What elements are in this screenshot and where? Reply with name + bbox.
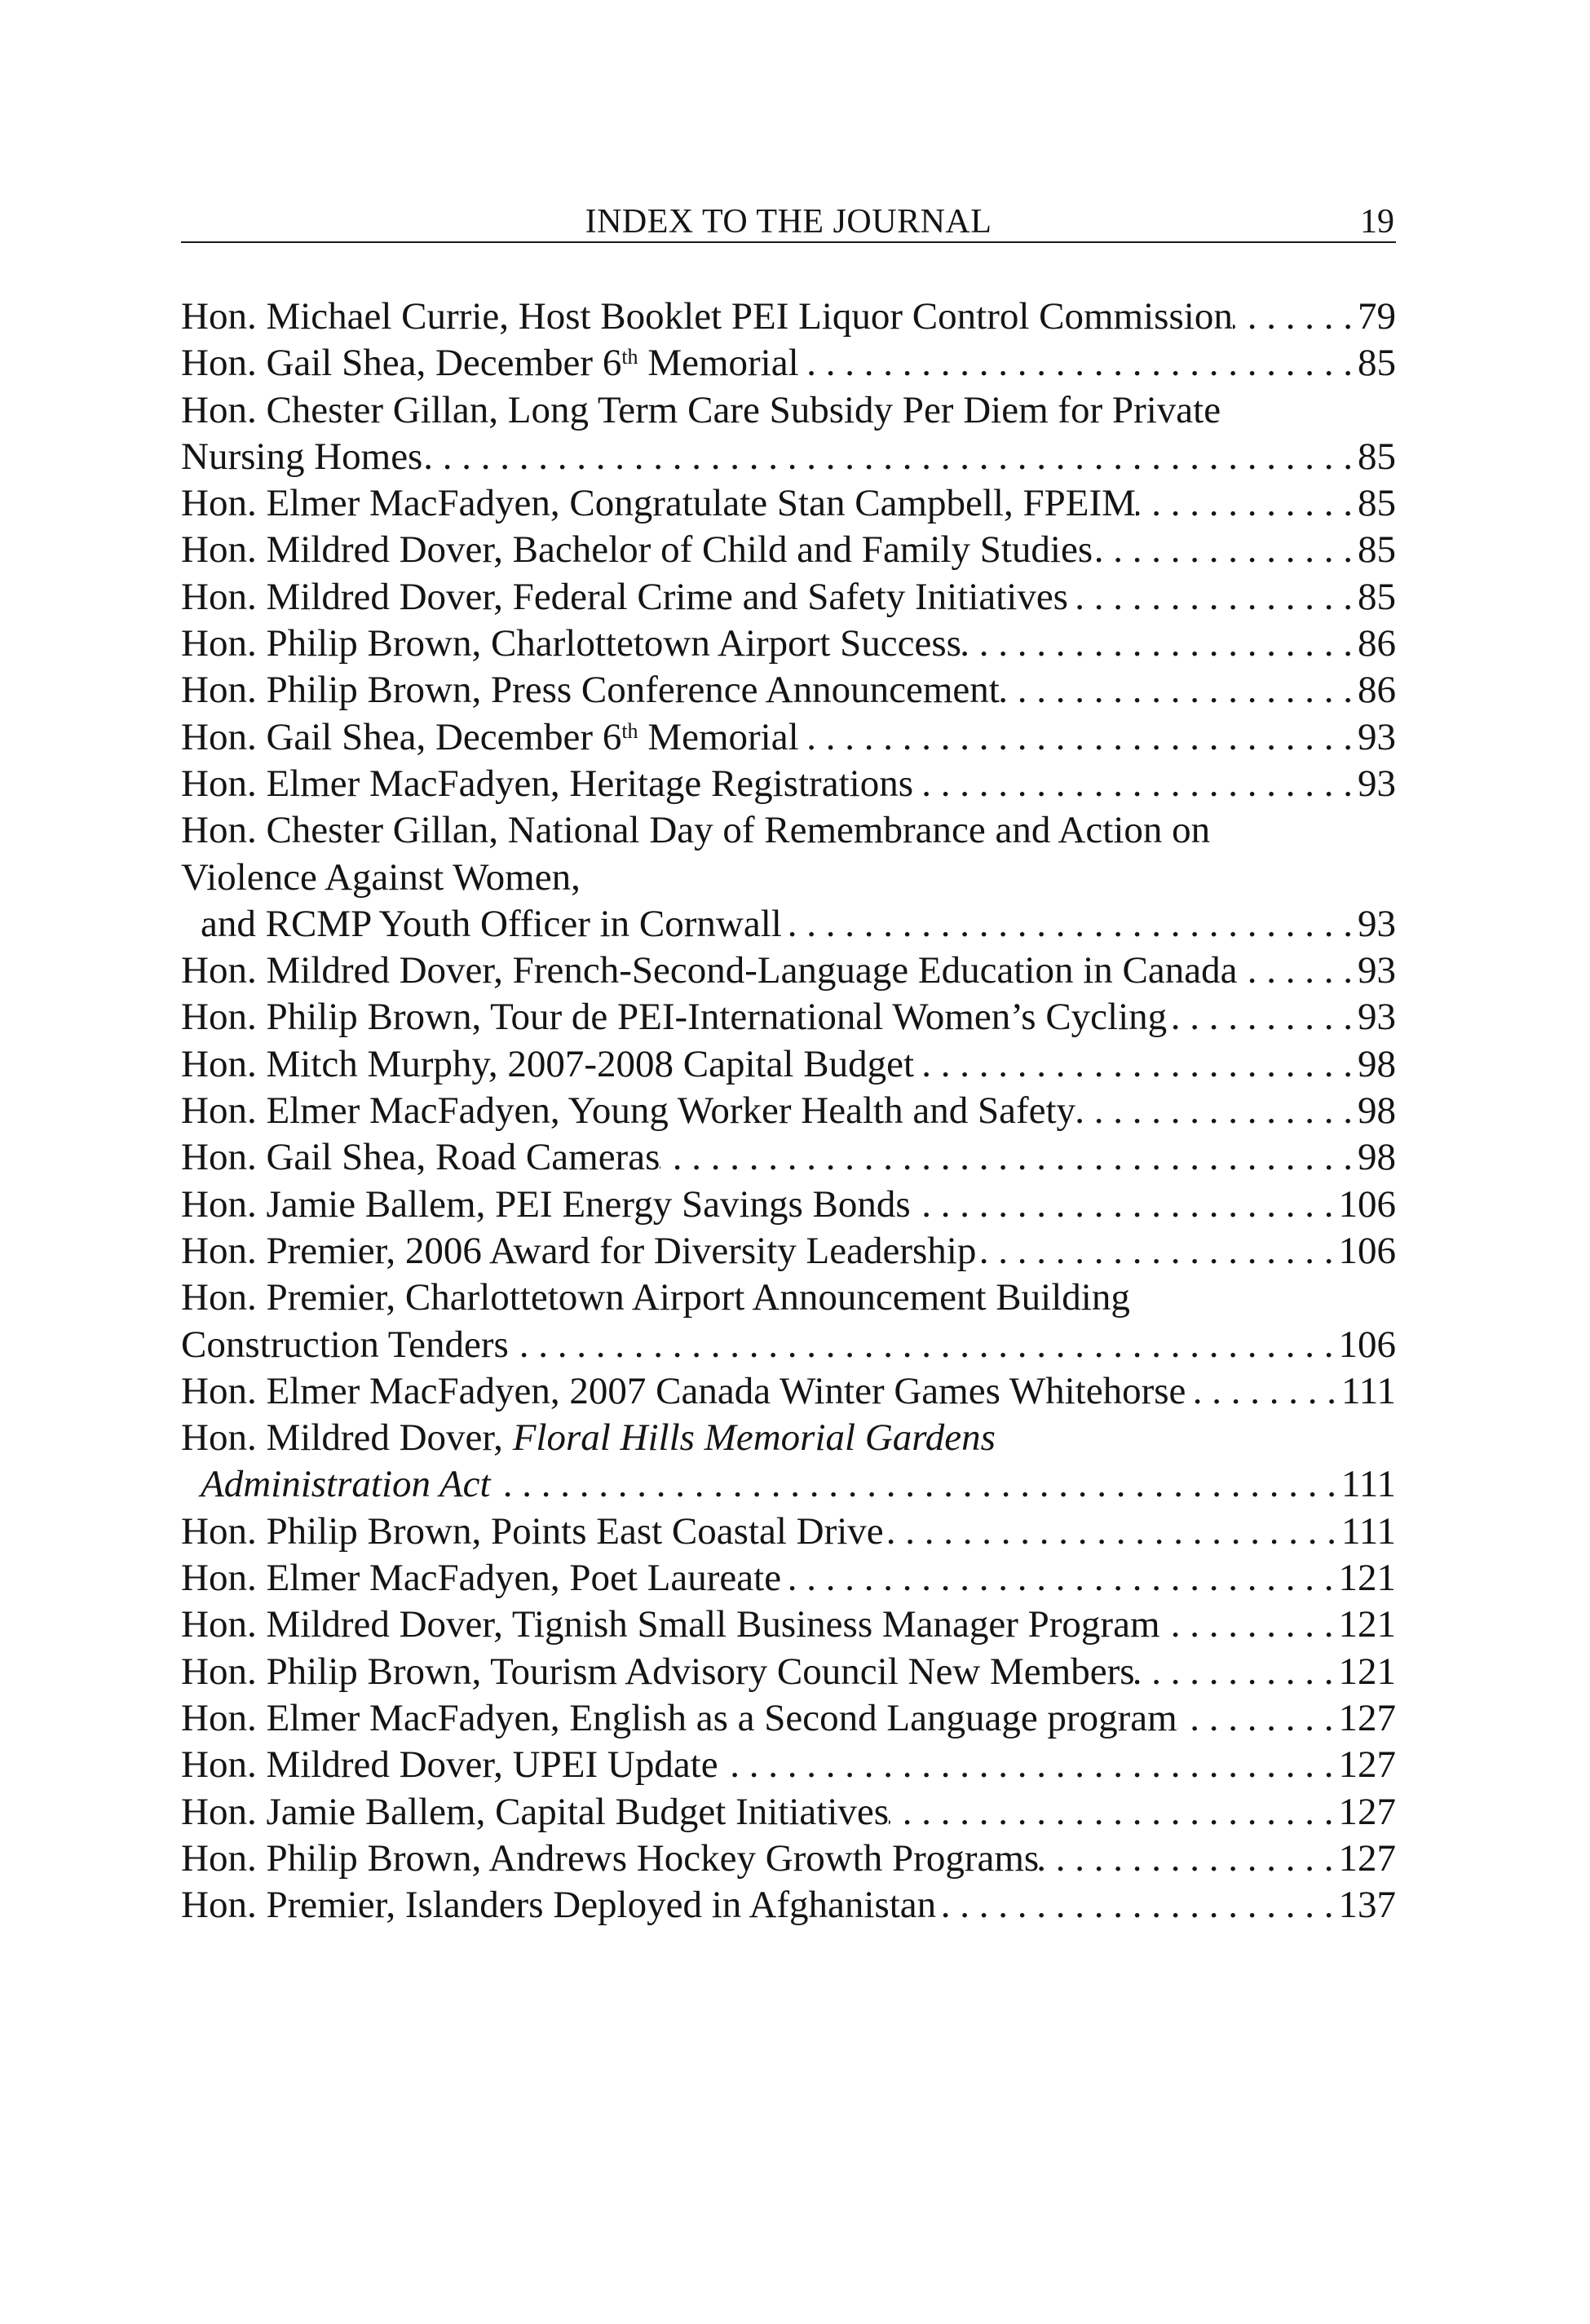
entry-page-number: 98: [1358, 1089, 1396, 1133]
index-entry: [181, 761, 1396, 807]
entry-title: Hon. Premier, Charlottetown Airport Announcement Building: [181, 1276, 1130, 1319]
entry-text: [181, 434, 422, 480]
entry-title: Hon. Mildred Dover, UPEI Update: [181, 1743, 718, 1787]
dot-leader: [1039, 1836, 1338, 1882]
index-entry: [181, 1415, 1396, 1461]
dot-leader: [1233, 294, 1358, 340]
entry-page-number: 111: [1340, 1509, 1396, 1553]
entry-page-number: 85: [1358, 528, 1396, 572]
index-entry: [181, 1322, 1396, 1368]
entry-text: [181, 1509, 884, 1555]
entry-title: Hon. Premier, Islanders Deployed in Afghanistan: [181, 1884, 937, 1927]
entry-title: Hon. Premier, 2006 Award for Diversity Leadership: [181, 1229, 977, 1272]
entry-page-number: 85: [1358, 575, 1396, 618]
entry-title-start: Hon. Gail Shea, December 6: [181, 715, 622, 758]
dot-leader: [913, 761, 1358, 807]
index-entry: [181, 1041, 1396, 1088]
index-entry: [181, 948, 1396, 994]
dot-leader: [1000, 667, 1358, 714]
entry-text: [181, 1041, 914, 1088]
entry-text: [181, 1182, 911, 1228]
dot-leader: [782, 901, 1358, 948]
entry-text: [181, 761, 913, 807]
entry-title: Hon. Elmer MacFadyen, Congratulate Stan Campbell, FPEIM: [181, 482, 1136, 525]
entry-page-number: 106: [1338, 1229, 1396, 1272]
dot-leader: [1186, 1368, 1341, 1415]
entry-title-end: Memorial: [638, 715, 799, 758]
index-entry: [181, 621, 1396, 667]
entry-text: [181, 1695, 1177, 1742]
entry-title: Construction Tenders: [181, 1323, 509, 1366]
entry-page-number: 93: [1358, 949, 1396, 992]
entry-page-number: 127: [1338, 1790, 1396, 1833]
entry-text: [181, 1322, 509, 1368]
index-entry: [181, 1649, 1396, 1695]
index-entry: [181, 434, 1396, 480]
dot-leader: [1167, 994, 1358, 1040]
entry-title: Hon. Elmer MacFadyen, English as a Second Language program: [181, 1696, 1177, 1739]
entry-page-number: 111: [1340, 1369, 1396, 1412]
index-entry: [181, 1461, 1396, 1508]
entry-text: [181, 527, 1093, 573]
entry-page-number: 127: [1338, 1696, 1396, 1739]
entry-page-number: 86: [1358, 669, 1396, 712]
entry-page-number: 93: [1358, 996, 1396, 1039]
index-entries-list: [181, 294, 1396, 1929]
entry-text: [181, 714, 799, 761]
dot-leader: [491, 1461, 1341, 1508]
entry-text: [181, 1416, 996, 1459]
page-number: 19: [1360, 203, 1394, 241]
entry-title-start: Hon. Gail Shea, December 6: [181, 342, 622, 385]
entry-text: [181, 667, 1000, 714]
entry-text: [181, 480, 1136, 527]
entry-text: [181, 1276, 1130, 1319]
index-entry: [181, 1228, 1396, 1275]
entry-text: [181, 1228, 976, 1275]
dot-leader: [976, 1228, 1338, 1275]
entry-title-start: Hon. Mildred Dover,: [181, 1416, 513, 1460]
entry-title: Hon. Elmer MacFadyen, Heritage Registrations: [181, 762, 913, 805]
index-entry: [181, 1134, 1396, 1181]
entry-page-number: 127: [1338, 1836, 1396, 1880]
index-entry: [181, 1789, 1396, 1836]
entry-title: Hon. Chester Gillan, National Day of Remembrance and Action on: [181, 809, 1211, 852]
index-entry: [181, 1275, 1396, 1321]
entry-title-end: Memorial: [638, 342, 799, 385]
index-entry: [181, 1882, 1396, 1929]
entry-title: Hon. Elmer MacFadyen, 2007 Canada Winter Games Whitehorse: [181, 1369, 1186, 1412]
index-entry: [181, 901, 1396, 948]
index-entry: [181, 340, 1396, 387]
dot-leader: [718, 1742, 1339, 1788]
entry-page-number: 137: [1338, 1884, 1396, 1927]
index-entry: [181, 1088, 1396, 1134]
entry-title: Hon. Elmer MacFadyen, Poet Laureate: [181, 1557, 782, 1600]
running-title: INDEX TO THE JOURNAL: [585, 203, 992, 241]
index-entry: [181, 574, 1396, 621]
dot-leader: [660, 1134, 1358, 1181]
dot-leader: [961, 621, 1358, 667]
dot-leader: [936, 1882, 1338, 1929]
entry-text: [181, 856, 581, 899]
entry-title: Hon. Mildred Dover, Bachelor of Child and Family Studies: [181, 528, 1093, 572]
entry-page-number: 86: [1358, 622, 1396, 665]
entry-title: Hon. Jamie Ballem, Capital Budget Initiatives: [181, 1790, 890, 1833]
entry-title: Hon. Philip Brown, Press Conference Announcement: [181, 669, 1000, 712]
entry-page-number: 93: [1358, 762, 1396, 805]
dot-leader: [799, 714, 1358, 761]
index-entry: [181, 855, 1396, 901]
index-entry: [181, 480, 1396, 527]
entry-title: Hon. Mildred Dover, French-Second-Language Education in Canada: [181, 949, 1238, 992]
entry-title: Hon. Mildred Dover, Federal Crime and Safety Initiatives: [181, 575, 1068, 618]
ordinal-superscript: th: [621, 718, 638, 743]
index-entry: [181, 1742, 1396, 1788]
entry-text: [181, 389, 1221, 431]
entry-text: [181, 1134, 660, 1181]
dot-leader: [1177, 1695, 1339, 1742]
entry-text: [181, 294, 1233, 340]
entry-text: [181, 621, 961, 667]
dot-leader: [889, 1789, 1338, 1836]
entry-page-number: 98: [1358, 1042, 1396, 1085]
entry-text: [181, 1836, 1039, 1882]
entry-text: [181, 1882, 936, 1929]
entry-page-number: 127: [1338, 1743, 1396, 1787]
index-entry: [181, 1695, 1396, 1742]
dot-leader: [422, 434, 1358, 480]
entry-text: [181, 340, 799, 387]
entry-page-number: 85: [1358, 342, 1396, 385]
entry-text: [201, 901, 782, 948]
entry-page-number: 121: [1338, 1557, 1396, 1600]
dot-leader: [509, 1322, 1339, 1368]
entry-page-number: 85: [1358, 435, 1396, 478]
dot-leader: [1068, 574, 1358, 621]
entry-title: Hon. Michael Currie, Host Booklet PEI Liquor Control Commission: [181, 295, 1233, 338]
page-header: [181, 199, 1396, 243]
entry-page-number: 106: [1338, 1182, 1396, 1226]
dot-leader: [884, 1509, 1341, 1555]
entry-title: Hon. Philip Brown, Points East Coastal Drive: [181, 1509, 884, 1553]
index-entry: [181, 387, 1396, 434]
entry-title: Hon. Mildred Dover, Tignish Small Business Manager Program: [181, 1603, 1160, 1646]
entry-title: Hon. Philip Brown, Andrews Hockey Growth Programs: [181, 1836, 1040, 1880]
entry-italic-title: Floral Hills Memorial Gardens: [512, 1416, 996, 1460]
entry-text: [181, 1088, 1075, 1134]
entry-title: Hon. Elmer MacFadyen, Young Worker Health and Safety: [181, 1089, 1076, 1133]
entry-title: Hon. Chester Gillan, Long Term Care Subsidy Per Diem for Private: [181, 388, 1221, 431]
entry-title: and RCMP Youth Officer in Cornwall: [201, 902, 782, 945]
entry-title: Hon. Philip Brown, Tourism Advisory Council New Members: [181, 1650, 1135, 1693]
dot-leader: [1093, 527, 1358, 573]
index-entry: [181, 1509, 1396, 1555]
index-entry: [181, 1602, 1396, 1648]
entry-text: [181, 574, 1068, 621]
entry-text: [181, 1742, 718, 1788]
entry-page-number: 98: [1358, 1136, 1396, 1179]
dot-leader: [1237, 948, 1358, 994]
index-entry: [181, 1182, 1396, 1228]
index-entry: [181, 667, 1396, 714]
entry-text: [181, 1789, 889, 1836]
index-entry: [181, 994, 1396, 1040]
dot-leader: [1136, 480, 1358, 527]
entry-text: [181, 948, 1237, 994]
entry-title: Hon. Gail Shea, Road Cameras: [181, 1136, 660, 1179]
entry-title: Nursing Homes: [181, 435, 423, 478]
index-entry: [181, 714, 1396, 761]
entry-page-number: 93: [1358, 715, 1396, 758]
entry-page-number: 121: [1338, 1603, 1396, 1646]
entry-text: [181, 1602, 1160, 1648]
index-entry: [181, 1555, 1396, 1602]
entry-title: Hon. Jamie Ballem, PEI Energy Savings Bonds: [181, 1182, 911, 1226]
entry-title: Hon. Philip Brown, Charlottetown Airport Success: [181, 622, 961, 665]
entry-text: [181, 1555, 781, 1602]
dot-leader: [1160, 1602, 1339, 1648]
entry-text: [181, 994, 1167, 1040]
entry-title: Hon. Mitch Murphy, 2007-2008 Capital Budget: [181, 1042, 915, 1085]
index-entry: [181, 807, 1396, 854]
entry-title: Violence Against Women,: [181, 855, 581, 899]
entry-text: [201, 1461, 491, 1508]
entry-page-number: 111: [1340, 1463, 1396, 1506]
index-entry: [181, 1836, 1396, 1882]
entry-page-number: 106: [1338, 1323, 1396, 1366]
entry-title: Hon. Philip Brown, Tour de PEI-International Women’s Cycling: [181, 996, 1168, 1039]
entry-page-number: 93: [1358, 902, 1396, 945]
entry-page-number: 121: [1338, 1650, 1396, 1693]
index-entry: [181, 527, 1396, 573]
index-entry: [181, 1368, 1396, 1415]
entry-text: [181, 809, 1210, 851]
dot-leader: [914, 1041, 1358, 1088]
index-entry: [181, 294, 1396, 340]
entry-text: [181, 1649, 1135, 1695]
entry-text: [181, 1368, 1186, 1415]
dot-leader: [799, 340, 1358, 387]
entry-italic-title: Administration Act: [201, 1463, 491, 1506]
dot-leader: [1075, 1088, 1358, 1134]
dot-leader: [781, 1555, 1338, 1602]
ordinal-superscript: th: [621, 345, 638, 369]
entry-page-number: 79: [1358, 295, 1396, 338]
dot-leader: [911, 1182, 1339, 1228]
dot-leader: [1135, 1649, 1339, 1695]
entry-page-number: 85: [1358, 482, 1396, 525]
